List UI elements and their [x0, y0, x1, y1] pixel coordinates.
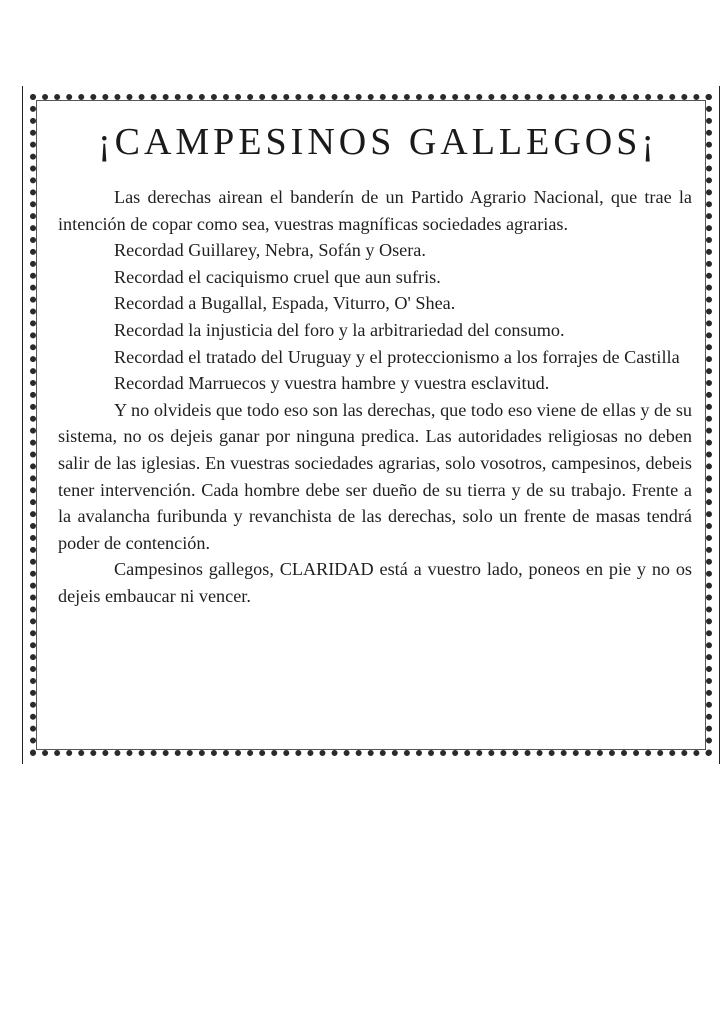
paragraph-recordad-5: Recordad el tratado del Uruguay y el proteccionismo a los forrajes de Castilla — [114, 346, 680, 367]
newspaper-clipping — [22, 86, 720, 764]
clipping-left-edge — [22, 86, 23, 764]
article-headline: ¡CAMPESINOS GALLEGOS¡ — [97, 121, 659, 163]
paragraph-no-olvideis: Y no olvideis que todo eso son las derechas, que todo eso viene de ellas y de su sistema, no os dejeis ganar por ninguna predica. Las autoridades religiosas no deben salir de las iglesias. En vuestras sociedades agrarias, solo vosotros, campesinos, debeis tener intervención. Cada hombre debe ser dueño de su tierra y de su trabajo. Frente a la avalancha furibunda y revanchista de las derechas, solo un frente de masas tendrá poder de contención. — [58, 399, 692, 553]
paragraph-closing: Campesinos gallegos, CLARIDAD está a vuestro lado, poneos en pie y no os dejeis embaucar ni vencer. — [58, 559, 692, 606]
article-body — [58, 184, 692, 610]
paragraph-intro: Las derechas airean el banderín de un Partido Agrario Nacional, que trae la intención de copar como sea, vuestras magníficas sociedades agrarias. — [58, 187, 692, 234]
paragraph-recordad-1: Recordad Guillarey, Nebra, Sofán y Osera. — [114, 240, 426, 261]
clipping-right-edge — [719, 86, 720, 764]
paragraph-recordad-6: Recordad Marruecos y vuestra hambre y vuestra esclavitud. — [114, 373, 550, 394]
paragraph-recordad-2: Recordad el caciquismo cruel que aun sufris. — [114, 266, 441, 287]
paragraph-recordad-4: Recordad la injusticia del foro y la arbitrariedad del consumo. — [114, 319, 565, 340]
paragraph-recordad-3: Recordad a Bugallal, Espada, Viturro, O' Shea. — [114, 293, 456, 314]
